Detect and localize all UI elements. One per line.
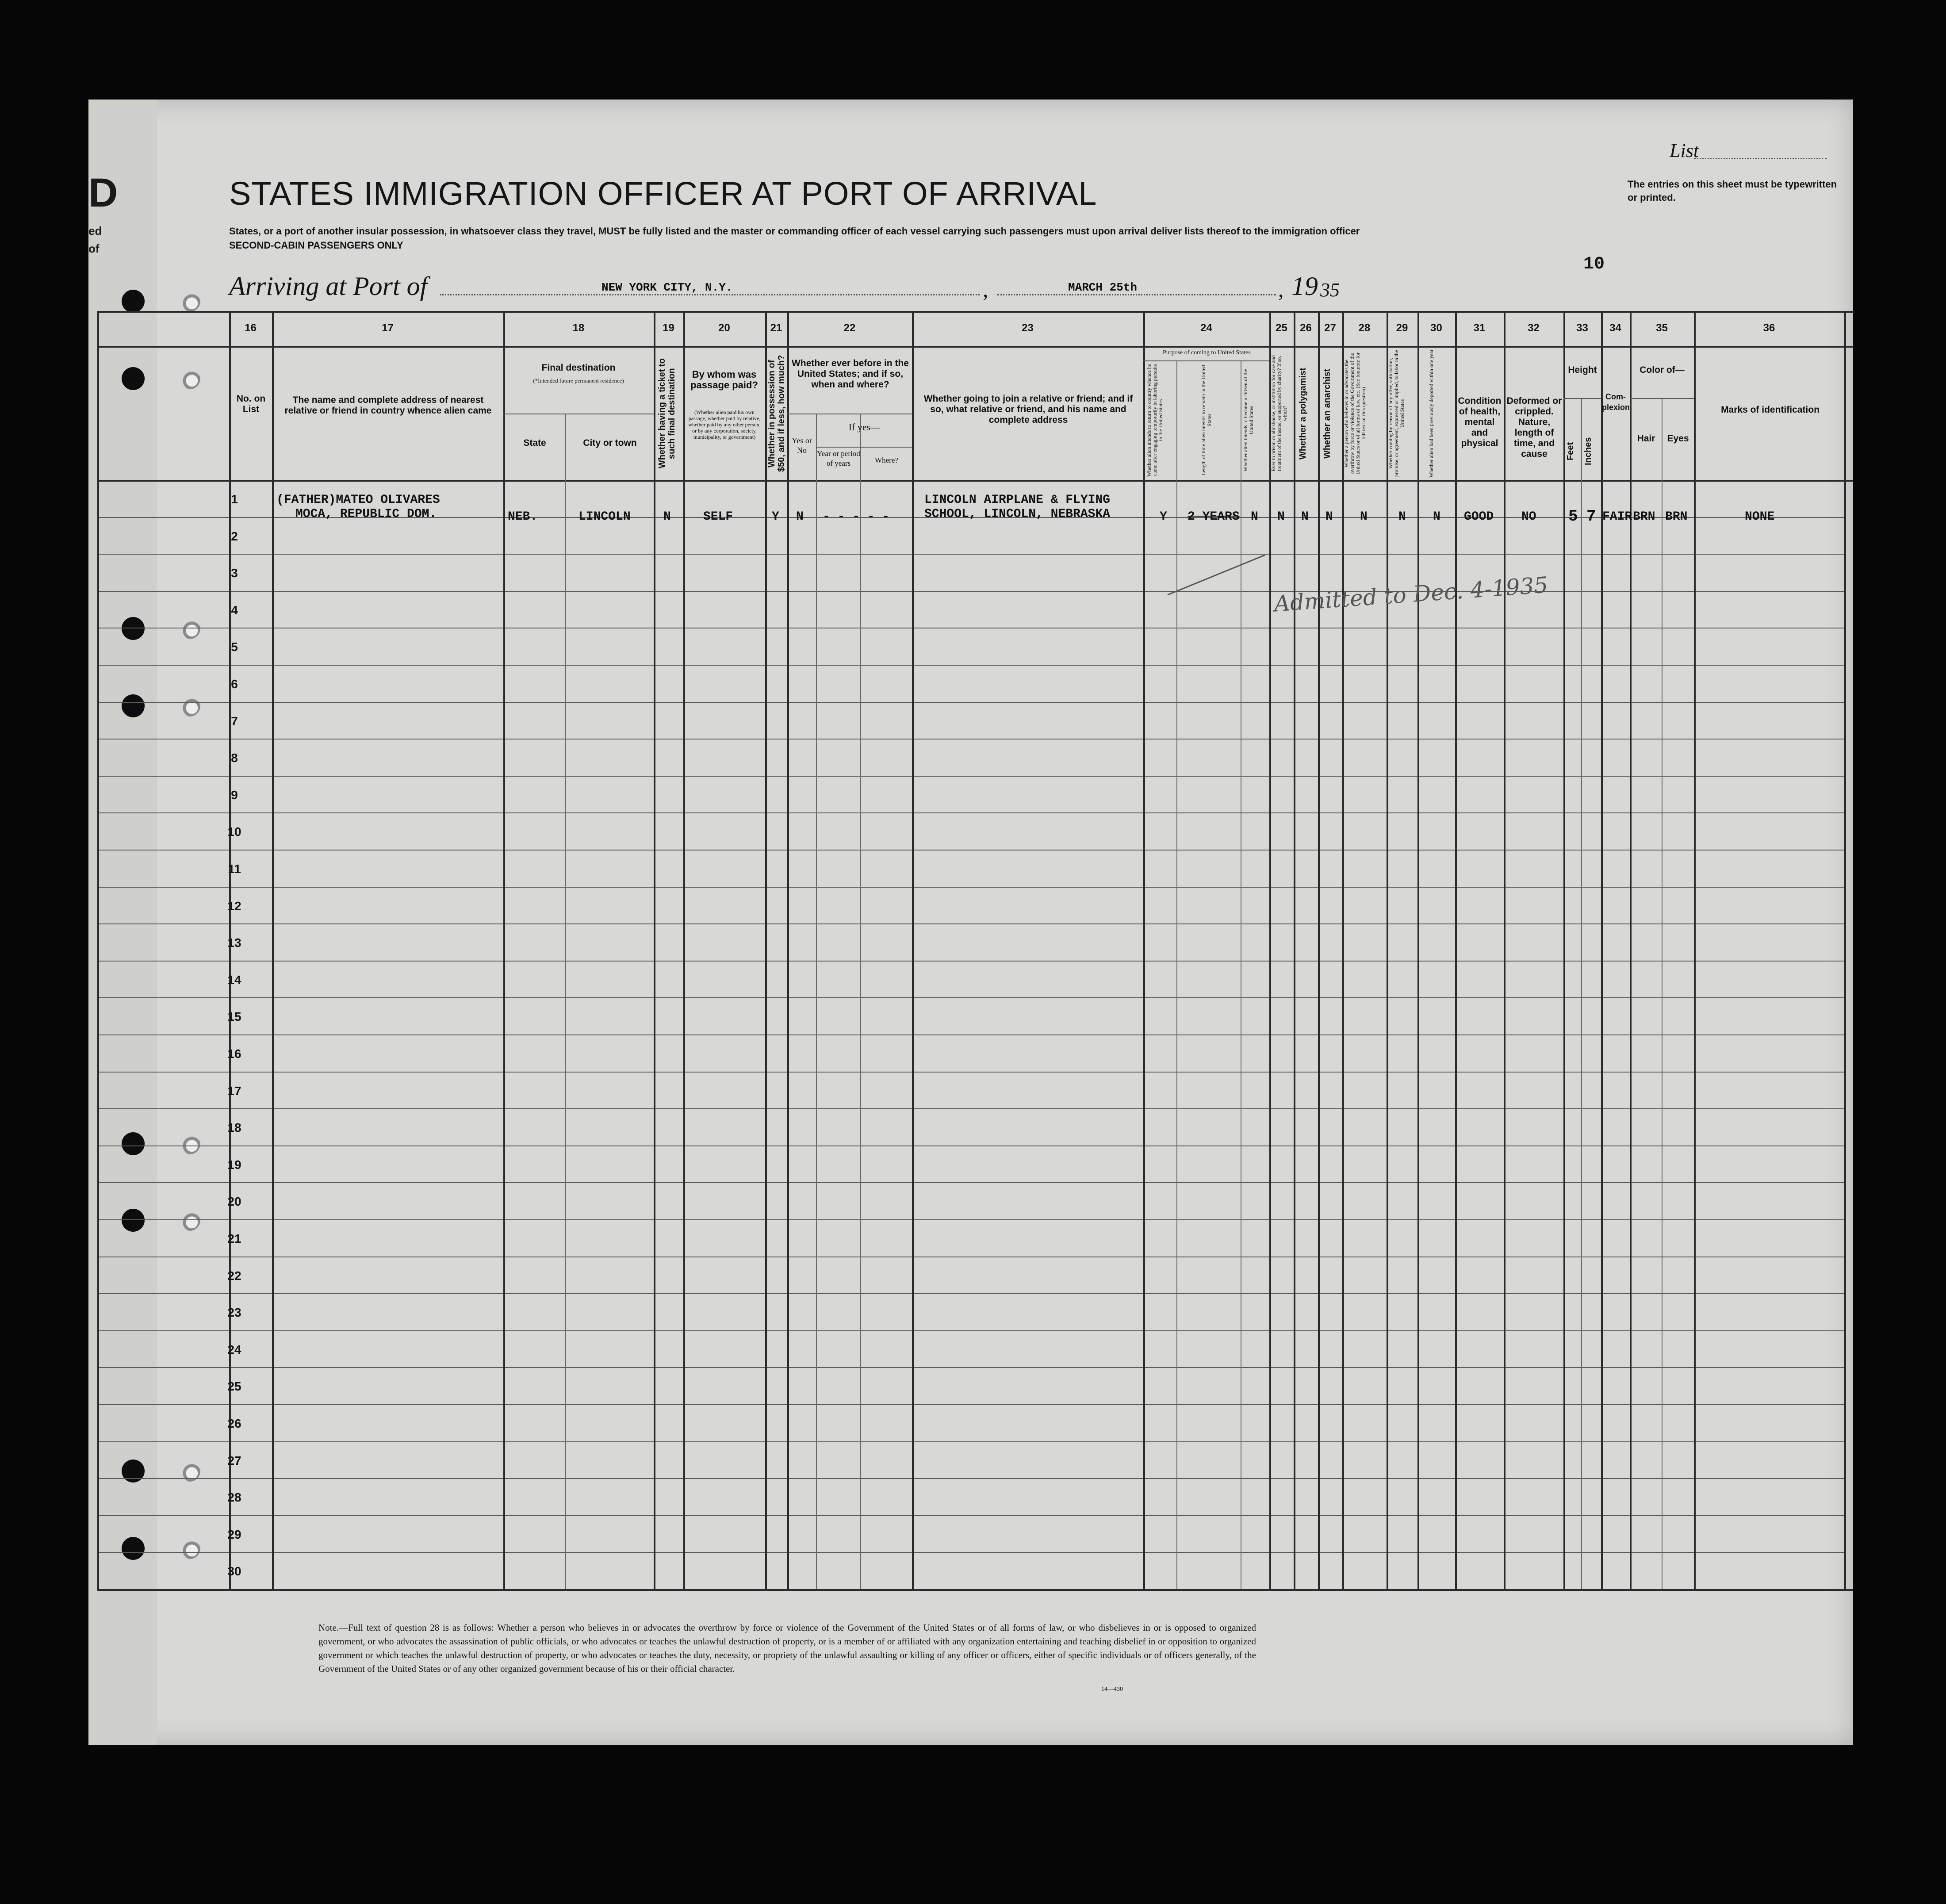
port-value: NEW YORK CITY, N.Y.	[601, 281, 733, 294]
row-number: 19	[227, 1157, 241, 1172]
overthrow-value: N	[1360, 510, 1368, 524]
col-divider	[1694, 311, 1696, 1589]
row-number: 9	[231, 788, 238, 802]
ticket-value: N	[663, 510, 671, 524]
heading-ticket: Whether having a ticket to such final destination	[657, 358, 677, 469]
class-note: SECOND-CABIN PASSENGERS ONLY	[229, 240, 403, 251]
row-number: 29	[227, 1527, 241, 1541]
col-divider	[1342, 311, 1344, 1589]
ever-before-detail: - - - - -	[823, 510, 890, 524]
col-number: 32	[1528, 322, 1540, 334]
heading-passage: By whom was passage paid?	[690, 369, 758, 391]
heading-feet: Feet	[1566, 442, 1575, 460]
join-relative-line2: SCHOOL, LINCOLN, NEBRASKA	[924, 507, 1111, 521]
row-rule	[97, 1145, 1844, 1146]
deported-value: N	[1433, 510, 1440, 524]
col-number: 26	[1300, 322, 1312, 334]
col-number: 18	[572, 322, 585, 334]
heading-purpose: Purpose of coming to United States	[1163, 349, 1251, 356]
heading-no-on-list: No. on List	[236, 394, 266, 414]
row-number: 26	[227, 1417, 241, 1430]
row-rule	[97, 1219, 1844, 1220]
row-rule	[97, 1182, 1844, 1183]
comma: ,	[983, 277, 988, 302]
sheet-number: 10	[1583, 254, 1605, 274]
heading-passage-note: (Whether alien paid his own passage, whether paid by relative, whether paid by any other person, or by any corporation, society, municipality, or government)	[688, 409, 761, 440]
row-number: 12	[227, 899, 241, 913]
heading-nearest-relative: The name and complete address of nearest relative or friend in country whence alien came	[284, 395, 492, 416]
row-number: 24	[227, 1342, 241, 1356]
col-divider	[1143, 311, 1145, 1589]
row-number: 13	[227, 936, 241, 950]
heading-color-of: Color of—	[1640, 365, 1685, 375]
heading-complexion: Com-plexion	[1602, 392, 1630, 412]
grid-top-rule	[97, 311, 1853, 313]
col-divider	[1504, 311, 1505, 1589]
hair-value: BRN	[1633, 510, 1655, 524]
row-rule	[97, 1552, 1844, 1553]
eyes-value: BRN	[1665, 510, 1688, 524]
row-number: 20	[227, 1195, 241, 1209]
heading-where: Where?	[875, 456, 898, 464]
year-suffix: 35	[1320, 279, 1340, 301]
row-number: 28	[227, 1490, 241, 1505]
col-divider	[765, 311, 767, 1589]
grid-left-border	[97, 311, 99, 1589]
heading-marks: Marks of identification	[1721, 405, 1820, 415]
comma: ,	[1278, 277, 1284, 302]
polygamist-value: N	[1301, 510, 1309, 524]
row-number: 8	[231, 751, 238, 765]
col-divider	[654, 311, 655, 1589]
deformed-value: NO	[1521, 510, 1536, 524]
dest-state: NEB.	[508, 510, 538, 524]
heading-inches: Inches	[1583, 437, 1593, 465]
heading-intends-citizen: Whether alien intends to become a citizen of the United States	[1242, 369, 1254, 471]
row-rule	[97, 1108, 1844, 1109]
instruction-text: States, or a port of another insular possession, in whatsoever class they travel, MUST be fully listed and the master or commanding officer of each vessel carrying such passengers must upon arrival deliver lists thereof to the immigration officer	[229, 226, 1360, 237]
col-number: 36	[1763, 322, 1775, 334]
sub-header-rule	[1563, 398, 1601, 399]
grid-colnum-rule	[97, 346, 1853, 348]
heading-fifty-dollars: Whether in possession of $50, and if less, how much?	[767, 355, 786, 472]
col-divider	[1176, 360, 1177, 1589]
return-value: Y	[1160, 510, 1167, 524]
row-rule	[97, 1515, 1844, 1516]
col-divider	[912, 311, 914, 1589]
col-divider	[1294, 311, 1295, 1589]
grid-header-rule	[97, 480, 1853, 482]
heading-overthrow: Whether a person who believes in or advocates the overthrow by force or violence of the Government of the United States or of all forms of law, etc. (See footnote for full text of this question)	[1343, 352, 1367, 475]
fifty-value: Y	[772, 510, 779, 524]
prison-value: N	[1277, 510, 1285, 524]
col-number: 29	[1396, 322, 1408, 334]
col-number: 21	[770, 322, 782, 334]
col-divider	[1318, 311, 1320, 1589]
row-rule	[97, 554, 1844, 555]
row-number: 17	[227, 1084, 241, 1098]
anarchist-value: N	[1325, 510, 1333, 524]
feet-value: 5	[1568, 507, 1578, 525]
row-number: 5	[231, 640, 238, 654]
date-value: MARCH 25th	[1068, 281, 1138, 294]
row-rule	[97, 665, 1844, 666]
row-number: 22	[227, 1268, 241, 1283]
row-rule	[97, 1330, 1844, 1331]
row-number: 11	[228, 862, 241, 876]
col-number: 23	[1022, 322, 1034, 334]
heading-height: Height	[1568, 365, 1597, 375]
manifest-grid	[88, 100, 1853, 1745]
ever-before-value: N	[796, 510, 804, 524]
handwritten-annotation: Admitted to Dec. 4-1935	[1273, 572, 1549, 617]
grid-bottom-rule	[97, 1589, 1853, 1591]
row-rule	[97, 1072, 1844, 1073]
row-number: 27	[227, 1453, 241, 1467]
row-rule	[97, 702, 1844, 703]
row-number: 6	[231, 677, 238, 691]
heading-polygamist: Whether a polygamist	[1298, 368, 1308, 460]
heading-hair: Hair	[1637, 433, 1655, 444]
heading-intends-return: Whether alien intends to return to country whence he came after engaging temporarily in laboring pursuits in the United States	[1146, 364, 1164, 477]
row-rule	[97, 887, 1844, 888]
row-rule	[97, 997, 1844, 998]
complexion-value: FAIR	[1602, 510, 1632, 524]
heading-city: City or town	[583, 438, 637, 448]
col-divider	[787, 311, 789, 1589]
row-rule	[97, 1367, 1844, 1368]
col-divider	[1662, 398, 1663, 1589]
row-number: 4	[231, 603, 238, 617]
row-rule	[97, 776, 1844, 777]
arriving-label: Arriving at Port of	[229, 272, 428, 301]
row-number: 10	[227, 825, 241, 839]
col-divider	[1581, 398, 1582, 1589]
col-divider	[1630, 311, 1632, 1589]
col-divider	[1844, 311, 1846, 1589]
col-divider	[1387, 311, 1388, 1589]
heading-ever-before: Whether ever before in the United States; and if so, when and where?	[792, 358, 909, 390]
row-rule	[97, 1404, 1844, 1405]
col-number: 28	[1358, 322, 1371, 334]
heading-deformed: Deformed or crippled. Nature, length of time, and cause	[1506, 396, 1562, 459]
row-number: 15	[227, 1010, 241, 1024]
col-divider	[860, 414, 861, 1589]
heading-final-destination: Final destination	[541, 363, 616, 373]
row-rule	[97, 1441, 1844, 1442]
row-number: 1	[231, 492, 238, 506]
citizen-value: N	[1251, 510, 1258, 524]
col-divider	[1601, 311, 1603, 1589]
heading-state: State	[523, 438, 546, 448]
sub-header-rule	[1143, 360, 1269, 361]
col-divider	[1269, 311, 1271, 1589]
dest-city: LINCOLN	[578, 510, 631, 524]
row-number: 25	[227, 1379, 241, 1394]
footnote-text: Note.—Full text of question 28 is as follows: Whether a person who believes in or advocates the overthrow by force or violence of the Government of the United States or of all forms of law, or who disbelieves in or is opposed to organized government, or who advocates the assassination of public officials, or who advocates or teaches the unlawful destruction of property, or is a member of or affiliated with any organization entertaining and teaching disbelief in or opposition to organized government or which teaches the unlawful destruction of property, or who advocates or teaches the duty, necessity, or propriety of the unlawful assaulting or killing of any officer or officers, either of specific individuals or of officers generally, of the Government of the United States or of any other organized government because of his or their official character.	[318, 1622, 1256, 1674]
row-rule	[97, 961, 1844, 962]
col-divider	[1417, 311, 1419, 1589]
length-value: 2 YEARS	[1188, 510, 1240, 524]
col-number: 31	[1473, 322, 1486, 334]
col-divider	[1455, 311, 1457, 1589]
row-number: 14	[227, 973, 241, 987]
heading-condition: Condition of health, mental and physical	[1458, 396, 1502, 448]
join-relative-line1: LINCOLN AIRPLANE & FLYING	[924, 493, 1111, 507]
heading-final-destination-note: (*Intended future permanent residence)	[533, 377, 624, 384]
row-rule	[97, 591, 1844, 592]
heading-join-relative: Whether going to join a relative or friend; and if so, what relative or friend, and his name and complete address	[923, 394, 1133, 425]
row-number: 7	[231, 714, 238, 728]
page-title: STATES IMMIGRATION OFFICER AT PORT OF ARRIVAL	[229, 175, 1097, 212]
col-number: 33	[1576, 322, 1588, 334]
row-rule	[97, 1034, 1844, 1035]
sub-header-rule	[1630, 398, 1694, 399]
col-divider	[1563, 311, 1565, 1589]
entries-note: The entries on this sheet must be typewritten or printed.	[1628, 179, 1837, 203]
row-number: 21	[227, 1232, 241, 1245]
col-divider	[272, 311, 274, 1589]
col-number: 22	[843, 322, 856, 334]
list-label: List	[1670, 140, 1699, 161]
labor-value: N	[1398, 510, 1406, 524]
row-rule	[97, 923, 1844, 924]
col-number: 19	[663, 322, 674, 334]
col-divider	[565, 414, 566, 1589]
col-number: 35	[1656, 322, 1668, 334]
col-number: 20	[718, 322, 730, 334]
marks-value: NONE	[1745, 510, 1775, 524]
col-number: 17	[382, 322, 394, 334]
heading-if-yes: If yes—	[848, 421, 881, 433]
col-number: 25	[1276, 322, 1287, 334]
col-number: 30	[1430, 322, 1442, 334]
col-number: 24	[1200, 322, 1212, 334]
heading-eyes: Eyes	[1667, 433, 1689, 444]
manifest-sheet	[88, 100, 1853, 1745]
row-rule	[97, 1293, 1844, 1294]
row-number: 23	[227, 1306, 241, 1320]
year-prefix: 19	[1291, 272, 1318, 301]
heading-yes-no: Yes or No	[792, 436, 812, 455]
heading-prison: Ever in prison or almshouse, or institution for care and treatment of the insane, or supported by charity? If so, which?	[1270, 355, 1288, 472]
row-rule	[97, 812, 1844, 813]
row-number: 30	[227, 1564, 241, 1578]
sub-header-rule	[816, 447, 912, 448]
inches-value: 7	[1586, 507, 1596, 525]
row-rule	[97, 1478, 1844, 1479]
row-number: 18	[227, 1121, 241, 1135]
col-number: 16	[245, 322, 257, 334]
form-number: 14—430	[1101, 1686, 1123, 1693]
col-divider	[683, 311, 685, 1589]
heading-length-of-stay: Length of time alien intends to remain in the United States	[1200, 365, 1212, 475]
row-number: 3	[231, 566, 238, 580]
row-number: 2	[231, 529, 238, 543]
relative-address: MOCA, REPUBLIC DOM.	[295, 507, 437, 521]
relative-name: (FATHER)MATEO OLIVARES	[276, 493, 440, 507]
col-divider	[503, 311, 505, 1589]
heading-year-period: Year or period of years	[817, 449, 860, 467]
col-number: 27	[1324, 322, 1336, 334]
heading-labor-offer: Whether coming by reason of any offer, solicitation, promise, or agreement, expressed or implied, to labor in the United States	[1387, 350, 1405, 477]
row-number: 16	[227, 1047, 241, 1061]
passage-value: SELF	[703, 510, 733, 524]
pencil-stroke	[1163, 551, 1269, 599]
health-value: GOOD	[1464, 510, 1494, 524]
col-divider	[816, 414, 817, 1589]
previous-page-fragment: D ed of	[88, 170, 118, 255]
heading-deported: Whether alien had been previously deported within one year	[1428, 349, 1434, 478]
heading-anarchist: Whether an anarchist	[1322, 368, 1332, 459]
col-number: 34	[1609, 322, 1621, 334]
